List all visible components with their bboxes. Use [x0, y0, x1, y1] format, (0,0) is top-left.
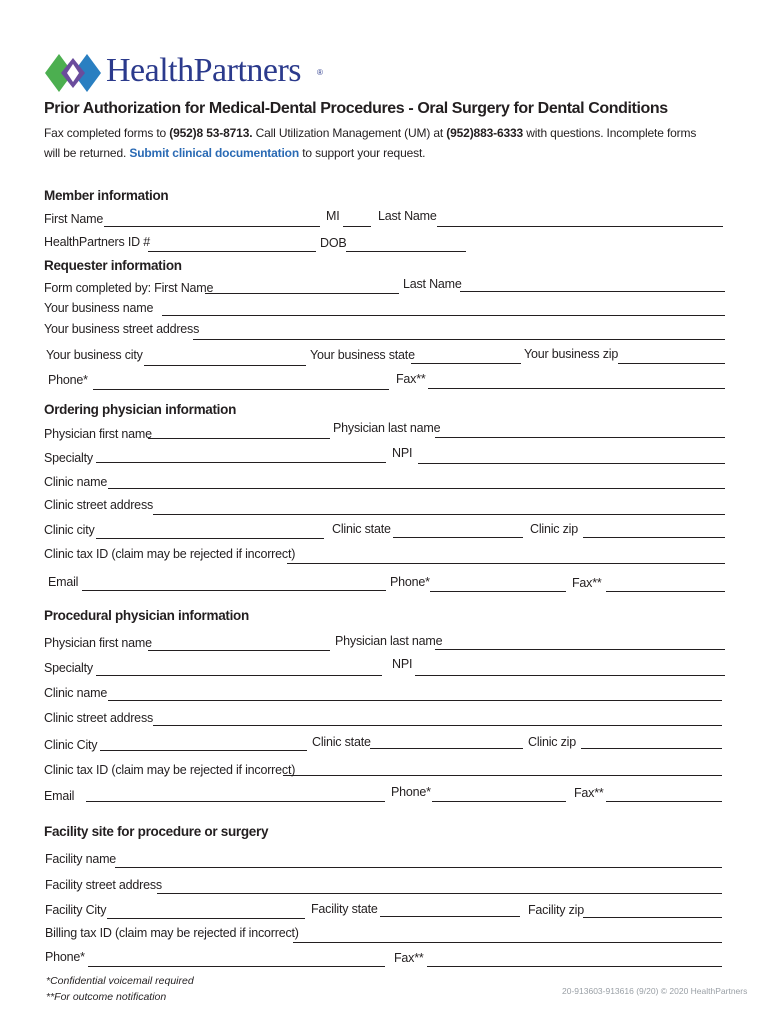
procedural-first-name-label: Physician first name — [44, 636, 152, 650]
facility-city-label: Facility City — [45, 903, 107, 917]
facility-name-label: Facility name — [45, 852, 117, 866]
ordering-clinic-state-field[interactable] — [393, 537, 523, 538]
requester-phone-label: Phone* — [48, 373, 88, 387]
member-info-heading: Member information — [44, 188, 169, 203]
ordering-physician-heading: Ordering physician information — [44, 402, 237, 417]
procedural-clinic-city-field[interactable] — [100, 750, 307, 751]
submit-clinical-documentation-link[interactable]: Submit clinical documentation — [129, 146, 300, 160]
business-zip-label: Your business zip — [524, 347, 619, 361]
procedural-last-name-field[interactable] — [435, 649, 725, 650]
facility-city-field[interactable] — [107, 918, 305, 919]
ordering-email-field[interactable] — [82, 590, 386, 591]
ordering-email-label: Email — [48, 575, 79, 589]
ordering-tax-id-field[interactable] — [287, 563, 725, 564]
member-dob-label: DOB — [320, 236, 347, 250]
procedural-email-field[interactable] — [86, 801, 385, 802]
procedural-clinic-name-label: Clinic name — [44, 686, 108, 700]
business-city-field[interactable] — [144, 365, 306, 366]
facility-state-field[interactable] — [380, 916, 520, 917]
procedural-first-name-field[interactable] — [148, 650, 330, 651]
business-name-field[interactable] — [162, 315, 725, 316]
ordering-fax-field[interactable] — [606, 591, 725, 592]
member-last-name-field[interactable] — [437, 226, 723, 227]
procedural-clinic-zip-label: Clinic zip — [528, 735, 577, 749]
procedural-clinic-state-field[interactable] — [370, 748, 523, 749]
ordering-clinic-name-field[interactable] — [108, 488, 725, 489]
procedural-clinic-name-field[interactable] — [108, 700, 722, 701]
healthpartners-logo-icon — [44, 52, 104, 94]
member-first-name-field[interactable] — [104, 226, 320, 227]
procedural-clinic-zip-field[interactable] — [581, 748, 722, 749]
footnote-voicemail: *Confidential voicemail required — [46, 975, 194, 987]
logo — [44, 52, 334, 96]
facility-zip-field[interactable] — [583, 917, 722, 918]
ordering-first-name-field[interactable] — [148, 438, 330, 439]
um-phone-number: (952)883-6333 — [446, 126, 524, 140]
procedural-email-label: Email — [44, 789, 75, 803]
intro-text: Call Utilization Management (UM) at — [252, 126, 447, 140]
requester-phone-field[interactable] — [93, 389, 389, 390]
member-mi-label: MI — [326, 209, 340, 223]
facility-heading: Facility site for procedure or surgery — [44, 824, 269, 839]
facility-tax-id-field[interactable] — [293, 942, 722, 943]
procedural-clinic-city-label: Clinic City — [44, 738, 98, 752]
logo-registered-mark: ® — [317, 68, 323, 77]
logo-text: HealthPartners — [106, 52, 302, 89]
procedural-clinic-state-label: Clinic state — [312, 735, 371, 749]
intro-text: with questions. Incomplete forms — [523, 126, 697, 140]
business-state-label: Your business state — [310, 348, 415, 362]
requester-fax-field[interactable] — [428, 388, 725, 389]
facility-phone-label: Phone* — [45, 950, 85, 964]
requester-last-name-field[interactable] — [460, 291, 725, 292]
footnote-outcome: **For outcome notification — [46, 991, 167, 1003]
facility-phone-field[interactable] — [88, 966, 385, 967]
requester-info-heading: Requester information — [44, 258, 182, 273]
business-zip-field[interactable] — [618, 363, 725, 364]
intro-line-1 — [44, 126, 696, 140]
facility-fax-label: Fax** — [394, 951, 424, 965]
ordering-phone-field[interactable] — [430, 591, 566, 592]
member-last-name-label: Last Name — [378, 209, 437, 223]
procedural-specialty-field[interactable] — [96, 675, 382, 676]
facility-tax-id-label: Billing tax ID (claim may be rejected if incorrect) — [45, 926, 299, 940]
ordering-clinic-street-label: Clinic street address — [44, 498, 154, 512]
procedural-fax-field[interactable] — [606, 801, 722, 802]
completed-by-first-name-label: Form completed by: First Name — [44, 281, 214, 295]
completed-by-first-name-field[interactable] — [205, 293, 399, 294]
ordering-last-name-label: Physician last name — [333, 421, 441, 435]
ordering-last-name-field[interactable] — [435, 437, 725, 438]
procedural-tax-id-label: Clinic tax ID (claim may be rejected if incorrect) — [44, 763, 296, 777]
ordering-fax-label: Fax** — [572, 576, 602, 590]
procedural-phone-label: Phone* — [391, 785, 431, 799]
procedural-tax-id-field[interactable] — [283, 775, 722, 776]
intro-text: to support your request. — [299, 146, 426, 160]
business-street-field[interactable] — [193, 339, 725, 340]
facility-fax-field[interactable] — [427, 966, 722, 967]
ordering-clinic-street-field[interactable] — [153, 514, 725, 515]
ordering-specialty-field[interactable] — [96, 462, 386, 463]
business-name-label: Your business name — [44, 301, 154, 315]
procedural-npi-field[interactable] — [415, 675, 725, 676]
facility-street-label: Facility street address — [45, 878, 162, 892]
facility-name-field[interactable] — [115, 867, 722, 868]
intro-line-2 — [44, 146, 425, 160]
procedural-clinic-street-field[interactable] — [153, 725, 722, 726]
ordering-clinic-zip-label: Clinic zip — [530, 522, 579, 536]
facility-state-label: Facility state — [311, 902, 378, 916]
requester-last-name-label: Last Name — [403, 277, 462, 291]
form-code: 20-913603-913616 (9/20) © 2020 HealthPartners — [562, 986, 748, 996]
ordering-clinic-name-label: Clinic name — [44, 475, 108, 489]
business-street-label: Your business street address — [44, 322, 200, 336]
procedural-phone-field[interactable] — [432, 801, 566, 802]
member-first-name-label: First Name — [44, 212, 104, 226]
procedural-clinic-street-label: Clinic street address — [44, 711, 154, 725]
ordering-tax-id-label: Clinic tax ID (claim may be rejected if incorrect) — [44, 547, 296, 561]
member-id-field[interactable] — [148, 251, 316, 252]
ordering-clinic-city-field[interactable] — [96, 538, 324, 539]
procedural-specialty-label: Specialty — [44, 661, 93, 675]
ordering-clinic-zip-field[interactable] — [583, 537, 725, 538]
procedural-fax-label: Fax** — [574, 786, 604, 800]
ordering-clinic-city-label: Clinic city — [44, 523, 95, 537]
intro-text: will be returned. — [44, 146, 130, 160]
requester-fax-label: Fax** — [396, 372, 426, 386]
procedural-physician-heading: Procedural physician information — [44, 608, 249, 623]
fax-number: (952)8 53-8713. — [169, 126, 253, 140]
ordering-phone-label: Phone* — [390, 575, 430, 589]
ordering-npi-label: NPI — [392, 446, 413, 460]
procedural-last-name-label: Physician last name — [335, 634, 443, 648]
intro-text: Fax completed forms to — [44, 126, 170, 140]
procedural-npi-label: NPI — [392, 657, 413, 671]
ordering-clinic-state-label: Clinic state — [332, 522, 391, 536]
member-id-label: HealthPartners ID # — [44, 235, 150, 249]
member-mi-field[interactable] — [343, 226, 371, 227]
business-state-field[interactable] — [411, 363, 521, 364]
ordering-npi-field[interactable] — [418, 463, 725, 464]
facility-street-field[interactable] — [157, 893, 722, 894]
business-city-label: Your business city — [46, 348, 143, 362]
member-dob-field[interactable] — [346, 251, 466, 252]
ordering-specialty-label: Specialty — [44, 451, 93, 465]
form-title: Prior Authorization for Medical-Dental Procedures - Oral Surgery for Dental Conditions — [44, 100, 668, 117]
facility-zip-label: Facility zip — [528, 903, 584, 917]
ordering-first-name-label: Physician first name — [44, 427, 152, 441]
